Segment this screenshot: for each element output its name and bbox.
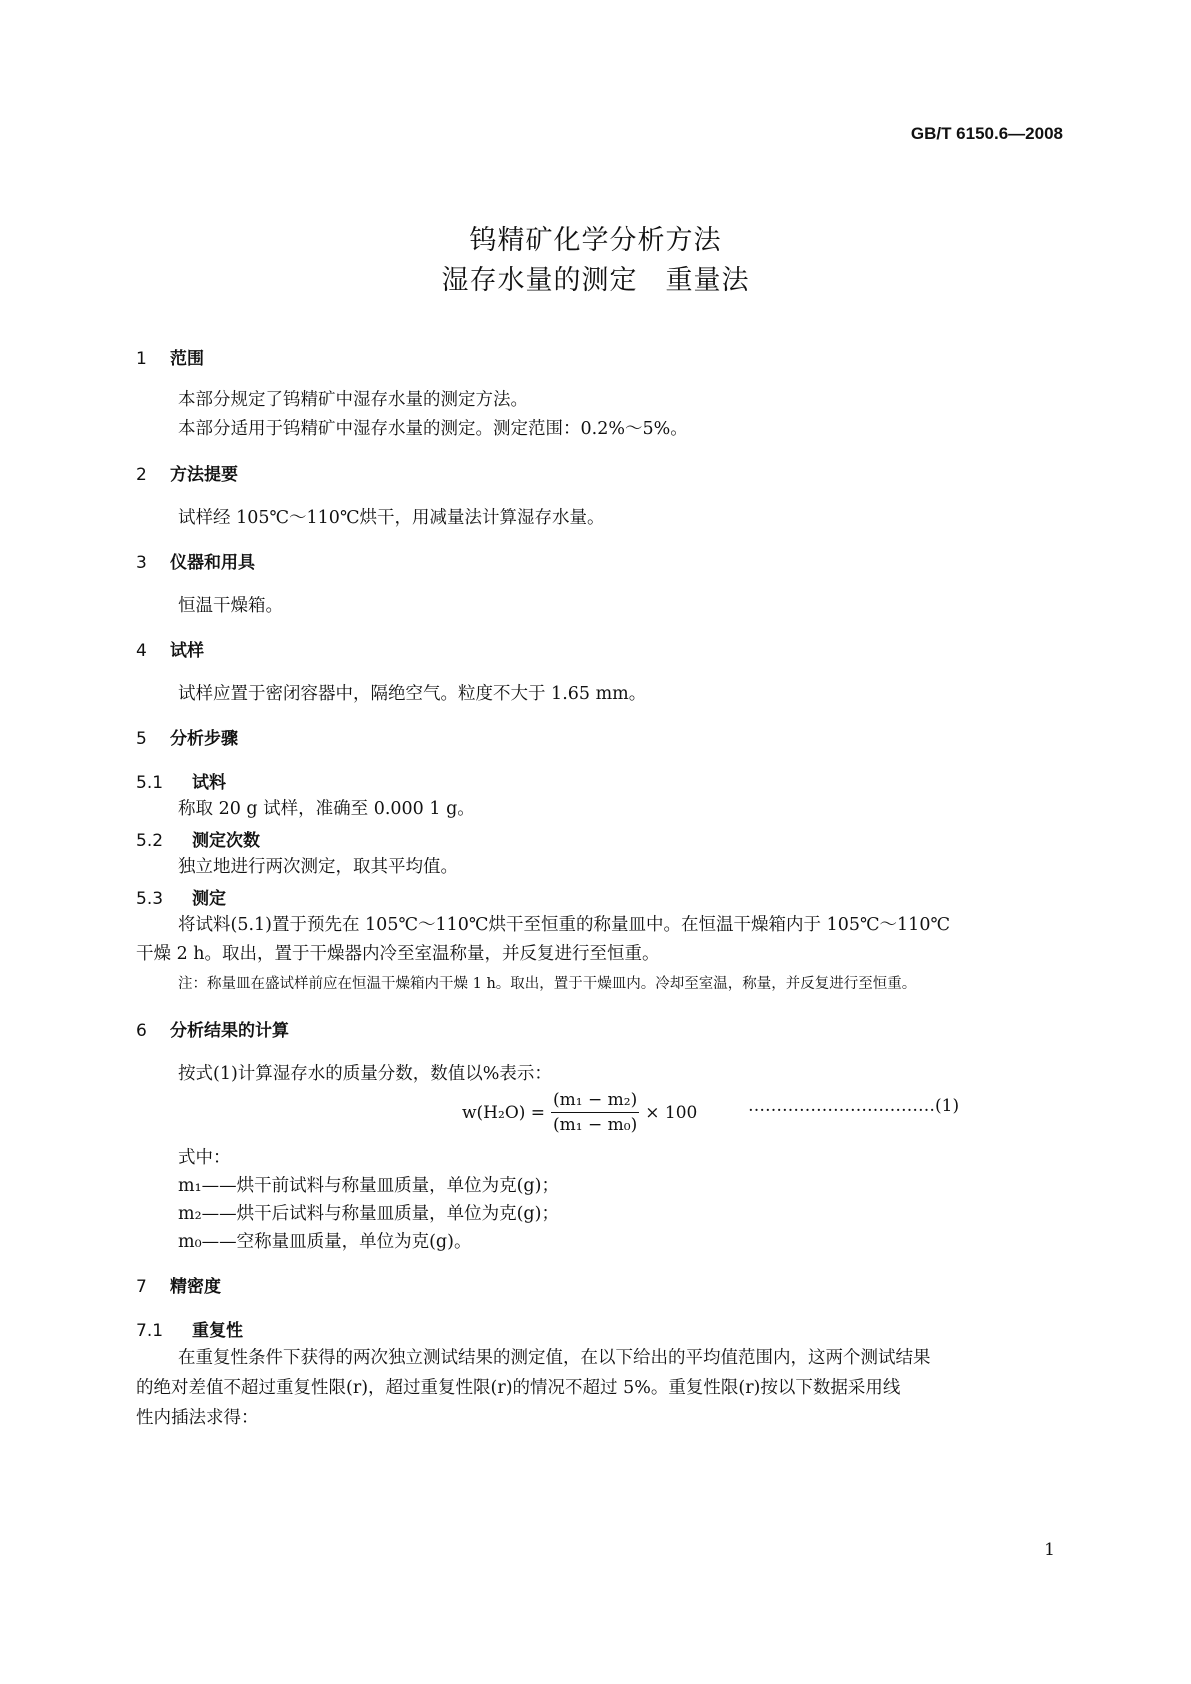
section-3-heading xyxy=(136,548,255,573)
subsection-number: 5.1 xyxy=(136,773,164,793)
section-2-heading xyxy=(136,460,238,485)
section-7-heading xyxy=(136,1272,221,1297)
subsection-7-1-paragraph-line2: 的绝对差值不超过重复性限(r)，超过重复性限(r)的情况不超过 5%。重复性限(r)按以下数据采用线 xyxy=(136,1378,901,1398)
where-label: 式中： xyxy=(178,1148,231,1168)
section-3-paragraph: 恒温干燥箱。 xyxy=(178,596,283,616)
subsection-5-1-paragraph: 称取 20 g 试样，准确至 0.000 1 g。 xyxy=(178,799,475,819)
note: 注：称量皿在盛试样前应在恒温干燥箱内干燥 1 h。取出，置于干燥皿内。冷却至室温，称量，并反复进行至恒重。 xyxy=(178,976,917,992)
section-1-heading xyxy=(136,344,204,369)
section-4-heading xyxy=(136,636,204,661)
section-5-heading xyxy=(136,724,238,749)
subsection-7-1-paragraph-line1: 在重复性条件下获得的两次独立测试结果的测定值，在以下给出的平均值范围内，这两个测试结果 xyxy=(178,1348,931,1368)
subsection-5-2-heading xyxy=(136,826,260,851)
section-title: 范围 xyxy=(170,349,204,369)
section-6-intro: 按式(1)计算湿存水的质量分数，数值以%表示： xyxy=(178,1064,552,1084)
section-number: 5 xyxy=(136,729,147,749)
variable-definition: m₀——空称量皿质量，单位为克(g)。 xyxy=(178,1232,472,1252)
document-title-line1: 钨精矿化学分析方法 xyxy=(469,225,722,256)
subsection-number: 5.2 xyxy=(136,831,164,851)
formula-1 xyxy=(462,1090,697,1135)
subsection-title: 重复性 xyxy=(192,1321,243,1341)
section-title: 分析步骤 xyxy=(170,729,238,749)
section-2-paragraph: 试样经 105℃～110℃烘干，用减量法计算湿存水量。 xyxy=(178,508,605,528)
standard-number: GB/T 6150.6—2008 xyxy=(910,124,1063,143)
variable-definition: m₂——烘干后试料与称量皿质量，单位为克(g)； xyxy=(178,1204,559,1224)
section-title: 方法提要 xyxy=(170,465,238,485)
section-title: 试样 xyxy=(170,641,204,661)
subsection-number: 7.1 xyxy=(136,1321,164,1341)
section-number: 6 xyxy=(136,1021,147,1041)
section-1-paragraph-2: 本部分适用于钨精矿中湿存水量的测定。测定范围：0.2%～5%。 xyxy=(178,419,688,439)
section-1-paragraph-1: 本部分规定了钨精矿中湿存水量的测定方法。 xyxy=(178,390,528,410)
document-title-line2: 湿存水量的测定 重量法 xyxy=(441,265,750,296)
subsection-title: 测定次数 xyxy=(192,831,260,851)
formula-lhs: w(H₂O) = xyxy=(462,1102,546,1123)
section-number: 1 xyxy=(136,349,147,369)
subsection-5-1-heading xyxy=(136,768,226,793)
section-6-heading xyxy=(136,1016,289,1041)
subsection-5-3-paragraph-line2: 干燥 2 h。取出，置于干燥器内冷至室温称量，并反复进行至恒重。 xyxy=(136,944,660,964)
subsection-title: 测定 xyxy=(192,889,226,909)
subsection-title: 试料 xyxy=(192,773,226,793)
section-4-paragraph: 试样应置于密闭容器中，隔绝空气。粒度不大于 1.65 mm。 xyxy=(178,684,647,704)
formula-rhs: × 100 xyxy=(645,1102,698,1123)
section-title: 仪器和用具 xyxy=(170,553,255,573)
subsection-5-2-paragraph: 独立地进行两次测定，取其平均值。 xyxy=(178,857,458,877)
section-number: 2 xyxy=(136,465,147,485)
section-title: 分析结果的计算 xyxy=(170,1021,289,1041)
subsection-7-1-heading xyxy=(136,1316,243,1341)
subsection-5-3-paragraph-line1: 将试料(5.1)置于预先在 105℃～110℃烘干至恒重的称量皿中。在恒温干燥箱内于 105℃～110℃ xyxy=(178,915,951,935)
variable-definition: m₁——烘干前试料与称量皿质量，单位为克(g)； xyxy=(178,1176,559,1196)
section-number: 7 xyxy=(136,1277,147,1297)
subsection-number: 5.3 xyxy=(136,889,164,909)
equation-number: ……………………………(1) xyxy=(748,1096,960,1116)
section-title: 精密度 xyxy=(170,1277,221,1297)
formula-fraction xyxy=(551,1090,639,1135)
subsection-7-1-paragraph-line3: 性内插法求得： xyxy=(136,1408,259,1428)
page-number: 1 xyxy=(1044,1540,1055,1560)
subsection-5-3-heading xyxy=(136,884,226,909)
formula-numerator: (m₁ − m₂) xyxy=(551,1090,639,1113)
formula-denominator: (m₁ − m₀) xyxy=(553,1115,638,1135)
section-number: 3 xyxy=(136,553,147,573)
section-number: 4 xyxy=(136,641,147,661)
